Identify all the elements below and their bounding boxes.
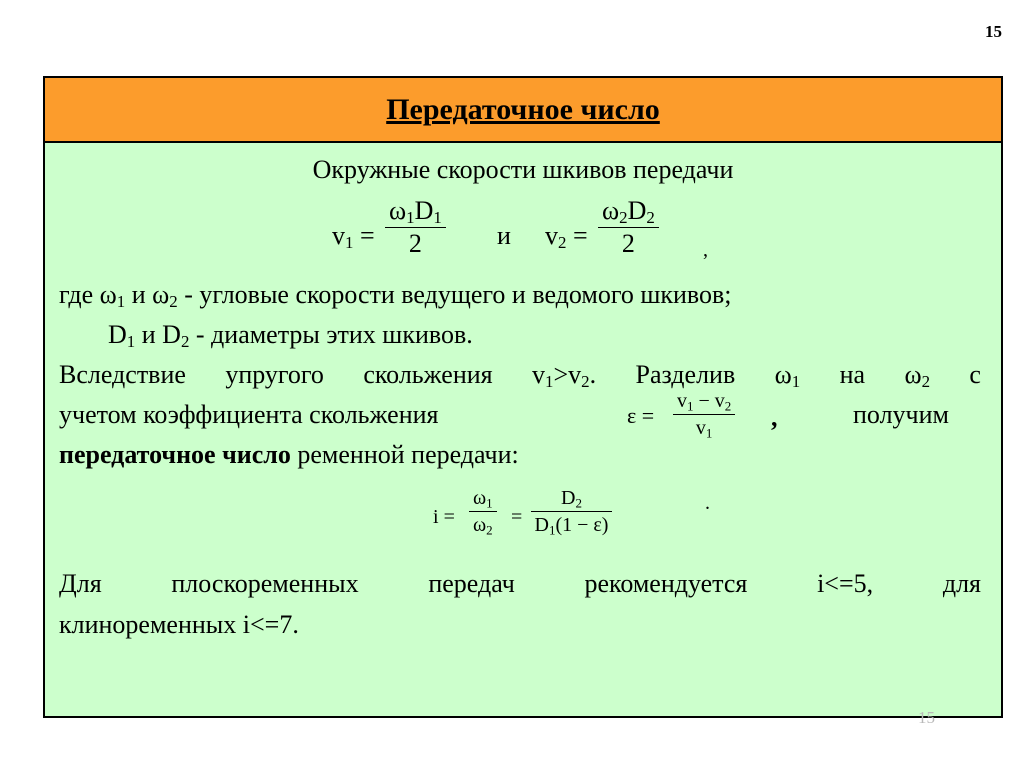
intro-text: Окружные скорости шкивов передачи [312, 155, 734, 184]
ratio-lhs: i = [433, 506, 455, 528]
v1-lhs: $v_1$ = [332, 221, 375, 253]
epsilon-comma: , [771, 403, 778, 432]
v2-fraction: $\frac{\omega_2D_2}{2}$ [598, 198, 659, 257]
where-line: где $\omega_1$ и $\omega_2$ - угловые скорости ведущего и ведомого шкивов; [59, 280, 732, 312]
recommend-line-2: клиноременных i<=7. [59, 610, 299, 639]
diameter-line: $D_1$ и $D_2$ - диаметры этих шкивов. [108, 320, 473, 352]
content-area [45, 143, 1001, 716]
slide-frame [43, 76, 1003, 718]
slip-line: Вследствие упругого скольжения $v_1>v_2$. Разделив $\omega_1$ на $\omega_2$ с [59, 360, 981, 392]
ratio-fraction-diam: $\frac{D_2}{D_1(1 - \varepsilon)}$ [531, 488, 612, 535]
formula-comma: , [703, 239, 708, 261]
title-banner [45, 78, 1001, 143]
v1-fraction: $\frac{\omega_1D_1}{2}$ [385, 198, 446, 257]
v2-lhs: $v_2$ = [545, 221, 588, 253]
ratio-line: передаточное число ременной передачи: [59, 440, 519, 469]
epsilon-lhs: ε = [627, 403, 655, 428]
ratio-fraction-omega: $\frac{\omega_1}{\omega_2}$ [469, 488, 497, 535]
page-title: Передаточное число [386, 92, 660, 126]
coef-text-left: учетом коэффициента скольжения [59, 400, 439, 429]
ratio-equals: = [511, 506, 523, 528]
epsilon-fraction: $\frac{v_1 - v_2}{v_1}$ [673, 391, 735, 438]
coef-text-right: получим [853, 400, 949, 429]
faint-page-number: 15 [918, 708, 935, 727]
ratio-dot: . [705, 492, 710, 514]
recommend-line-1: Для плоскоременных передач рекомендуется i<=5, для [59, 569, 981, 598]
conjunction: и [497, 221, 511, 250]
page-number: 15 [985, 22, 1002, 41]
